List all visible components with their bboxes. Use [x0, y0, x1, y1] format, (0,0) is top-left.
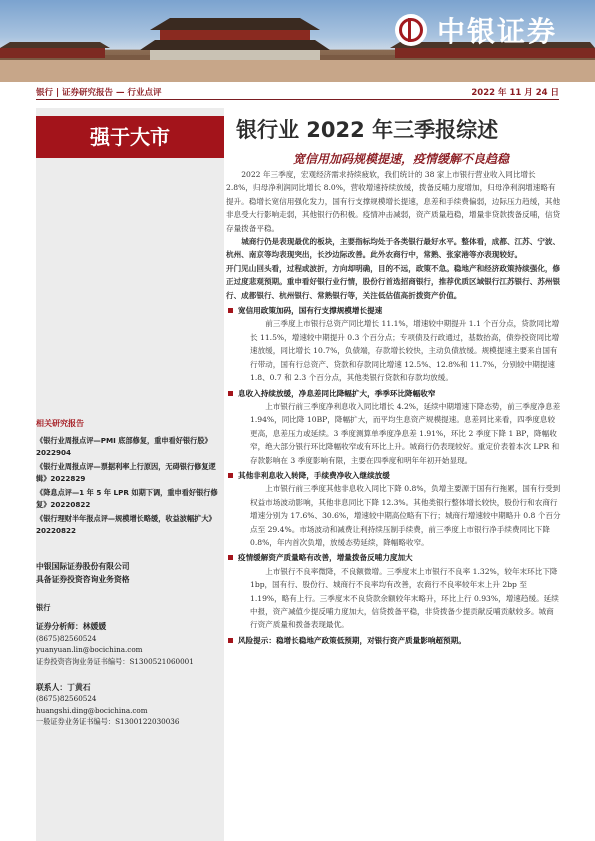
related-report-item[interactable]: 《银行理财半年报点评—规模增长略缓，收益波幅扩大》20220822	[36, 514, 216, 535]
boc-logo-icon	[395, 14, 427, 46]
report-date: 2022 年 11 月 24 日	[471, 88, 559, 98]
point-text: 前三季度上市银行总资产同比增长 11.1%，增速较中期提升 1.1 个百分点，贷款同比增长 11.5%，增速较中期提升 0.3 个百分点；专项债及行政通过，基数抬高，债券投资同比增速放缓，同比增长 10.7%，负债端，存款增长较快，主动负债放缓。规模提速主要来自国有行带动，国有行总资产、贷款和存款同比增速 12.5%、12.8%和 11.7%，分别较中期提速 1.8、0.7 和 2.3 个百分点，其他类银行贷款和存款均放缓。	[250, 319, 560, 383]
report-body	[226, 168, 561, 647]
contact-phone: (8675)82560524	[36, 694, 97, 704]
sector-label: 银行	[36, 603, 51, 612]
point-text: 上市银行不良率微降，不良额微增。三季度末上市银行不良率 1.32%，较年末环比下降 1bp，国有行、股份行、城商行不良率均有改善，农商行不良率较年末上升 2bp 至 1.19%，略有上行。三季度末不良贷款余额较年末略升，环比上行 0.93%，增速趋缓。延续中报，资产减值少提反哺力度加大，信贷拨备平稳，非贷拨备少提贡献反哺贡献较多。城商行资产质量和拨备表现最优。	[250, 566, 559, 630]
point-heading: 宽信用政策加码，国有行支撑规模增长提速	[226, 304, 561, 317]
contact-block	[36, 682, 224, 728]
point-heading: 疫情缓解资产质量略有改善，增量拨备反哺力度加大	[226, 551, 561, 564]
report-meta-bar	[36, 84, 559, 100]
analyst-phone: (8675)82560524	[36, 633, 97, 643]
analyst-block	[36, 602, 224, 667]
brand-name: 中银证券	[437, 15, 558, 48]
contact-name: 联系人：丁黄石	[36, 683, 91, 692]
point-text: 上市银行前三季度其他非息收入同比下降 0.8%，负增主要源于国有行拖累，国有行受到权益市场波动影响，其他非息同比下降 12.3%。其他类银行整体增长较快，股份行和农商行增速分别为 17.6%、30.6%，增速较中期高位略有下行；城商行增速较中期略升 0.8 个百分点至 29.4%。市场波动和减费让利持续压制手续费，前三季度上市银行净手续费同比下降 0.8%，年内首次负增，放缓态势延续，降幅略收窄。	[250, 484, 561, 547]
risk-warning: 风险提示：稳增长稳地产政策低预期，对银行资产质量影响超预期。	[226, 634, 561, 647]
rating-badge: 强于大市	[36, 116, 224, 158]
analyst-license: 证券投资咨询业务证书编号：S1300521060001	[36, 656, 194, 666]
analyst-name: 证券分析师：林媛媛	[36, 622, 107, 632]
report-title: 银行业 2022 年三季报综述	[236, 118, 499, 142]
point-text: 上市银行前三季度净利息收入同比增长 4.2%，延续中期增速下降态势，前三季度净息差 1.94%，同比降 10BP，降幅扩大，而平均生息资产规模提速。息差同比来看，四季度息较更高，息差压力或延续。3 季度测算单季度净息差 1.91%，环比 2 季度下降 1 BP，降幅收窄，绝大部分银行环比降幅收窄或有环比上升。城商行仍表现较好。重定价表着本次 LPR 和存款影响在 3 季度影响有限，主要在四季度和明年年初开始显现。	[250, 401, 561, 465]
contact-email[interactable]: huangshi.ding@bocichina.com	[36, 705, 148, 715]
point-heading: 息收入持续放缓，净息差同比降幅扩大，季季环比降幅收窄	[226, 387, 561, 400]
related-reports-heading: 相关研究报告	[36, 419, 84, 428]
report-subtitle: 宽信用加码规模提速，疫情缓解不良趋稳	[292, 152, 509, 166]
related-report-item[interactable]: 《银行业周报点评—票据利率上行原因，无碍银行修复逻辑》2022829	[36, 462, 216, 483]
breadcrumb: 银行 | 证券研究报告 — 行业点评	[36, 88, 162, 98]
company-name: 中银国际证券股份有限公司 具备证券投资咨询业务资格	[36, 562, 130, 584]
analyst-email[interactable]: yuanyuan.lin@bocichina.com	[36, 645, 143, 655]
header-banner-image	[0, 0, 595, 82]
brand-logo	[395, 10, 585, 50]
intro-paragraph: 2022 年三季度，宏观经济需求持续疲软，我们统计的 38 家上市银行营业收入同比增长 2.8%，归母净利润同比增长 8.0%，营收增速持续放缓，拨备反哺力度增加，归母净利润增速略有提升。稳增长宽信用强化发力，国有行支撑规模增长提速，息差和手续费偏弱，边际压力趋缓，其他非息受大行影响走弱，其他银行仍积极。疫情冲击减弱，资产质量趋稳，增量非贷款拨备反哺，信贷存量拨备平稳。	[226, 170, 561, 233]
related-report-item[interactable]: 《降息点评—1 年 5 年 LPR 如期下调，重申看好银行修复》20220822	[36, 488, 218, 509]
intro-paragraph-highlight: 城商行仍是表现最优的板块，主要指标均处于各类银行最好水平。整体看，成都、江苏、宁波、杭州、南京等均表现突出，长沙边际改善。此外农商行中，常熟、张家港等亦表现较好。	[226, 237, 561, 260]
related-report-item[interactable]: 《银行业周报点评—PMI 底部修复，重申看好银行股》2022904	[36, 436, 212, 457]
contact-license: 一般证券业务证书编号：S1300122030036	[36, 717, 180, 727]
point-heading: 其他非利息收入转降，手续费净收入继续放缓	[226, 469, 561, 482]
intro-paragraph-conclusion: 开门见山回头看，过程或波折，方向却明确，目的不远，政策不急。稳地产和经济政策持续强化，修正过度悲观预期。重申看好银行业行情，股份行首选招商银行，推荐优质区域银行江苏银行、苏州银行、成都银行、杭州银行、常熟银行等，关注低估值高折拨资产价值。	[226, 263, 561, 300]
related-reports	[36, 418, 224, 539]
